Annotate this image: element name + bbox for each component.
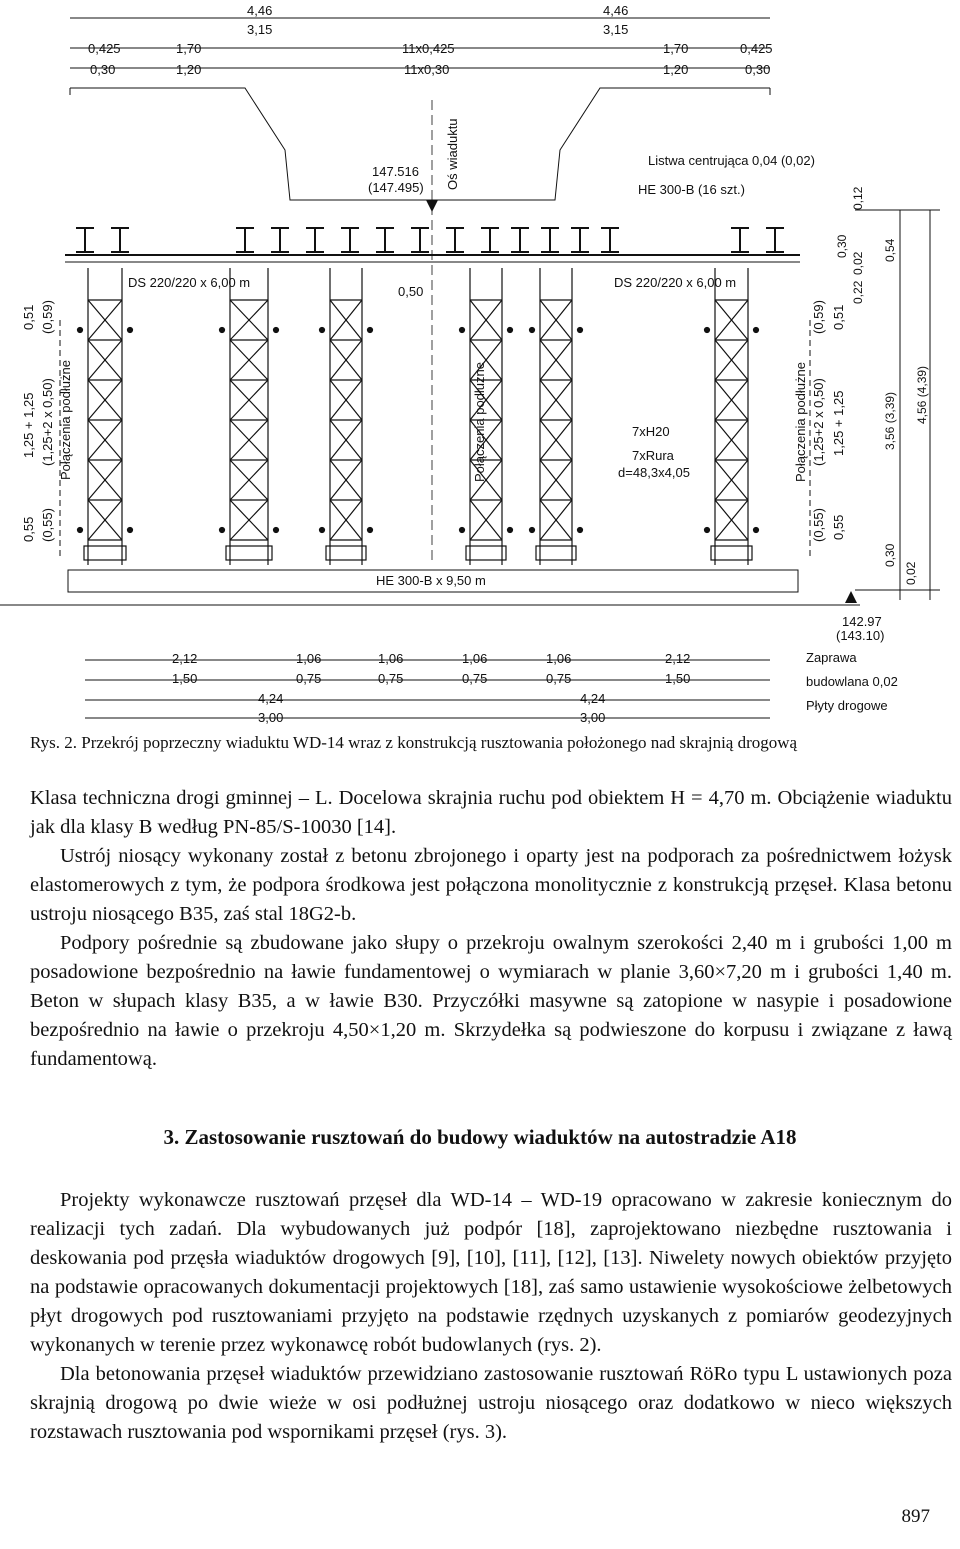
dim-text: 3,15 [247, 22, 273, 37]
i-beam-icon [481, 228, 499, 252]
right-dim: (1,25+2 x 0,50) [811, 378, 826, 466]
he-top-label: HE 300-B (16 szt.) [638, 182, 745, 197]
bottom-dim: 1,06 [296, 651, 322, 666]
left-dim: (0,55) [40, 508, 55, 542]
right-dim: (0,55) [811, 508, 826, 542]
ds-left-label: DS 220/220 x 6,00 m [128, 275, 251, 290]
dim-text: 1,70 [176, 41, 202, 56]
figure-caption: Rys. 2. Przekrój poprzeczny wiaduktu WD-14 wraz z konstrukcją rusztowania położonego nad skrajnią drogową [30, 733, 798, 752]
he-bottom-label: HE 300-B x 9,50 m [376, 573, 486, 588]
dim-text: 4,46 [247, 3, 273, 18]
paragraph: Dla betonowania przęseł wiaduktów przewidziano zastosowanie rusztowań RöRo typu L ustawionych poza skrajnią drogową po dwie wieże w osi podłużnej ustroju niosącego oraz dodatkowo w nieco większych rozstawach rusztowania pod wspornikami przęseł (rys. 3). [30, 1363, 952, 1443]
left-dim: 0,55 [21, 516, 36, 542]
i-beam-icon [76, 228, 94, 252]
i-beam-icon [766, 228, 784, 252]
i-beam-icon [511, 228, 529, 252]
paragraph: Projekty wykonawcze rusztowań przęseł dla WD-14 – WD-19 opracowano w zakresie koniecznym do realizacji tych zadań. Dla wybudowanych już podpór [18], zaprojektowano niezbędne rusztowania i deskowania pod przęsła wiaduktów drogowych [9], [10], [11], [12], [13]. Niwelety nowych obiektów przyjęto na podstawie opracowanych dokumentacji projektowych [18], zaś samo ustawienie wysokościowe żelbetowych płyt drogowych pod rusztowaniami przyjęto na podstawie rzędnych uzyskanych z pomiarów geodezyjnych wykonanych w terenie przez wykonawcę robót budowlanych (rys. 2). [30, 1189, 952, 1356]
i-beam-icon [571, 228, 589, 252]
far-dim: 0,12 [851, 186, 865, 210]
i-beam-icon [411, 228, 429, 252]
zaprawa-label: budowlana 0,02 [806, 674, 898, 689]
right-label: Połączenia podłużne [793, 362, 808, 482]
i-beam-icon [306, 228, 324, 252]
left-dim: 0,51 [21, 304, 36, 330]
left-dim: (1,25+2 x 0,50) [40, 378, 55, 466]
dim-text: 0,30 [90, 62, 116, 77]
dim-text: 11x0,30 [404, 62, 450, 77]
i-beam-icon [731, 228, 749, 252]
far-dim: 0,30 [883, 543, 897, 567]
body-text-block-2 [30, 1186, 952, 1447]
right-dim: 1,25 + 1,25 [831, 390, 846, 456]
far-dim: 0,30 [835, 234, 849, 258]
bottom-dim: 1,50 [172, 671, 198, 686]
right-dim: (0,59) [811, 300, 826, 334]
scaffold-tower [220, 268, 279, 565]
i-beam-icon [111, 228, 129, 252]
bottom-dim: 4,24 [258, 691, 284, 706]
scaffold-tower [530, 268, 583, 565]
paragraph: Ustrój niosący wykonany został z betonu zbrojonego i oparty jest na podporach za pośrednictwem łożysk elastomerowych z tym, że podpora środkowa jest połączona monolitycznie z konstrukcją przęseł. Klasa betonu ustroju niosącego B35, zaś stal 18G2-b. [30, 845, 952, 925]
right-dim: 0,51 [831, 304, 846, 330]
dim-text: 11x0,425 [402, 41, 455, 56]
i-beam-icon [446, 228, 464, 252]
i-beam-icon [601, 228, 619, 252]
dim-text: 1,20 [176, 62, 202, 77]
bottom-dim: 0,75 [546, 671, 572, 686]
bottom-dim: 0,75 [462, 671, 488, 686]
i-beam-icon [376, 228, 394, 252]
steel-beam-row [76, 228, 784, 252]
left-dim: 1,25 + 1,25 [21, 392, 36, 458]
i-beam-icon [271, 228, 289, 252]
paragraph: Podpory pośrednie są zbudowane jako słupy o przekroju owalnym szerokości 2,40 m i grubości 1,00 m posadowione bezpośrednio na ławie fundamentowej o wymiarach w planie 3,60×7,20 m i grubości 1,40 m. Beton w słupach klasy B35, a w ławie B30. Przyczółki masywne są zatopione w nasypie i posadowione bezpośrednio na ławie o przekroju 4,50×1,20 m. Skrzydełka są podwieszone do korpusu i związane z ławą fundamentową. [30, 932, 952, 1070]
dim-text: 1,70 [663, 41, 689, 56]
dim-text: 3,15 [603, 22, 629, 37]
dim-text: 1,20 [663, 62, 689, 77]
elevation-marker-icon [845, 591, 857, 603]
i-beam-icon [341, 228, 359, 252]
bottom-dim: 0,75 [378, 671, 404, 686]
plyty-label: Płyty drogowe [806, 698, 888, 713]
i-beam-icon [541, 228, 559, 252]
left-label: Połączenia podłużne [58, 360, 73, 480]
far-dim: 4,56 (4,39) [915, 365, 929, 424]
body-text-block-1 [30, 784, 952, 1074]
dim-text: 0,425 [88, 41, 121, 56]
i-beam-icon [236, 228, 254, 252]
left-dim: (0,59) [40, 300, 55, 334]
bottom-dim: 4,24 [580, 691, 606, 706]
scaffold-tower [705, 268, 759, 565]
rura-label: d=48,3x4,05 [618, 465, 690, 480]
dim-text: 4,46 [603, 3, 629, 18]
bottom-dim: 2,12 [172, 651, 198, 666]
elevation-top-paren: (147.495) [368, 180, 424, 195]
dim-text: 0,425 [740, 41, 773, 56]
dim-050: 0,50 [398, 284, 424, 299]
section-heading: 3. Zastosowanie rusztowań do budowy wiaduktów na autostradzie A18 [163, 1125, 797, 1149]
far-dim: 0,02 [851, 251, 865, 275]
far-dim: 0,54 [883, 238, 897, 262]
zaprawa-label: Zaprawa [806, 650, 857, 665]
elevation-top: 147.516 [372, 164, 419, 179]
cross-section-figure [0, 0, 960, 730]
bottom-dim: 3,00 [580, 710, 606, 725]
right-dim: 0,55 [831, 514, 846, 540]
elevation-bottom: 142.97 [842, 614, 882, 629]
far-dim: 0,02 [904, 561, 918, 585]
far-dim: 3,56 (3,39) [883, 391, 897, 450]
far-dim: 0,22 [851, 280, 865, 304]
elevation-bottom-paren: (143.10) [836, 628, 885, 643]
mid-label: Połączenia podłużne [472, 362, 487, 482]
bottom-dim: 1,50 [665, 671, 691, 686]
axis-marker-icon [426, 200, 438, 212]
axis-label: Oś wiaduktu [445, 118, 460, 190]
bottom-dim: 1,06 [378, 651, 404, 666]
scaffold-towers [78, 268, 759, 565]
bottom-dim: 1,06 [462, 651, 488, 666]
bottom-dim: 2,12 [665, 651, 691, 666]
bottom-dim: 3,00 [258, 710, 284, 725]
ds-right-label: DS 220/220 x 6,00 m [614, 275, 737, 290]
listwa-label: Listwa centrująca 0,04 (0,02) [648, 153, 815, 168]
paragraph: Klasa techniczna drogi gminnej – L. Docelowa skrajnia ruchu pod obiektem H = 4,70 m. Obciążenie wiaduktu jak dla klasy B według PN-85/S-10030 [14]. [30, 787, 952, 838]
dim-text: 0,30 [745, 62, 771, 77]
scaffold-tower [320, 268, 373, 565]
bottom-dim: 0,75 [296, 671, 322, 686]
rura-label: 7xRura [632, 448, 674, 463]
bottom-dim: 1,06 [546, 651, 572, 666]
page-number: 897 [901, 1506, 930, 1527]
scaffold-tower [78, 268, 133, 565]
h20-label: 7xH20 [632, 424, 670, 439]
